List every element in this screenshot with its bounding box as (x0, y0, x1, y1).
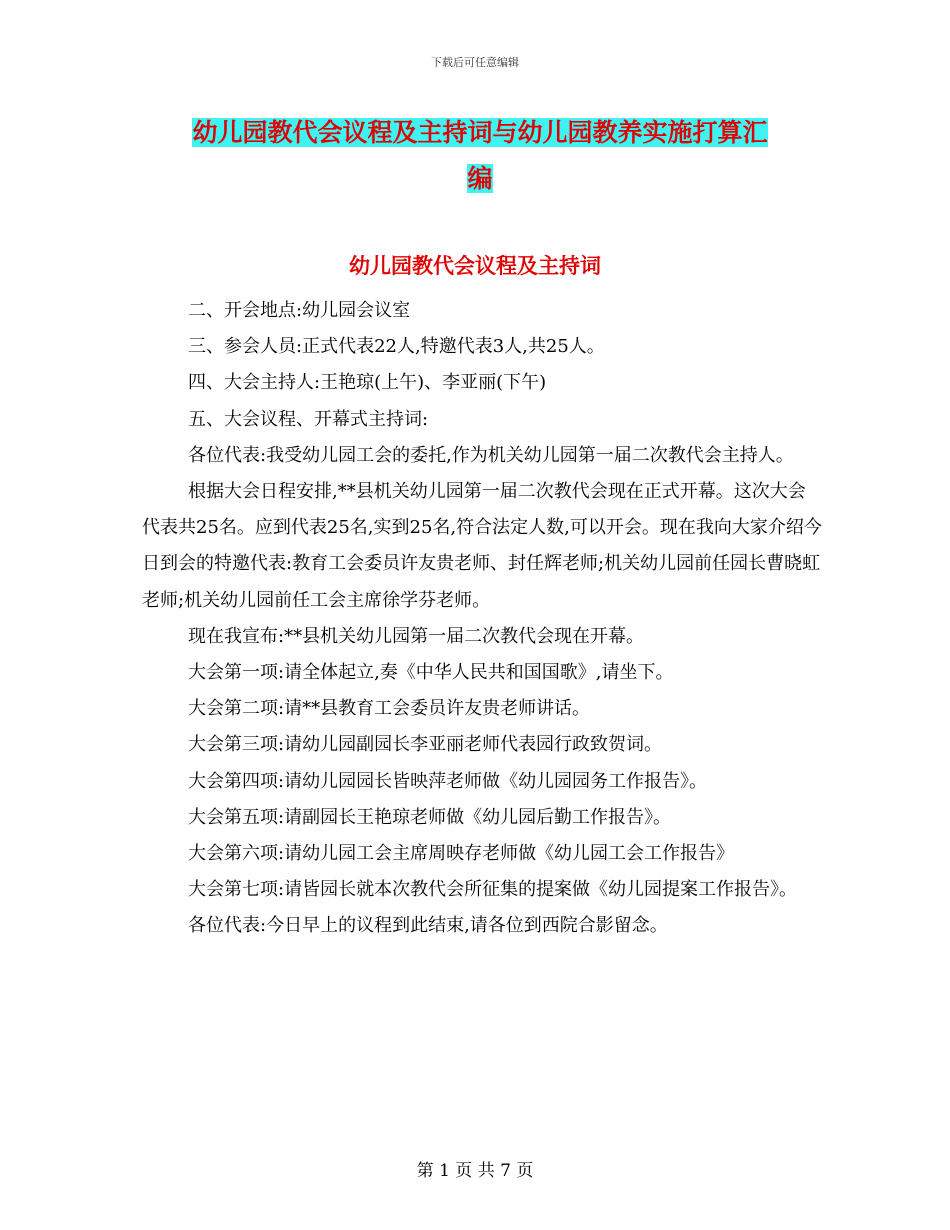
paragraph-opening: 根据大会日程安排,**县机关幼儿园第一届二次教代会现在正式开幕。这次大会代表共25名。应到代表25名,实到25名,符合法定人数,可以开会。现在我向大家介绍今日到会的特邀代表:教育工会委员许友贵老师、封任辉老师;机关幼儿园前任园长曹晓虹老师;机关幼儿园前任工会主席徐学芬老师。 (142, 481, 822, 611)
paragraph-venue: 二、开会地点:幼儿园会议室 (188, 300, 411, 321)
paragraph-item-7: 大会第七项:请皆园长就本次教代会所征集的提案做《幼儿园提案工作报告》。 (188, 879, 798, 901)
paragraph-announcement: 现在我宣布:**县机关幼儿园第一届二次教代会现在开幕。 (188, 625, 645, 647)
document-title (140, 110, 820, 202)
paragraph-closing: 各位代表:今日早上的议程到此结束,请各位到西院合影留念。 (188, 915, 668, 937)
paragraph-item-5: 大会第五项:请副园长王艳琼老师做《幼儿园后勤工作报告》。 (188, 806, 672, 828)
paragraph-agenda-heading: 五、大会议程、开幕式主持词: (188, 408, 429, 430)
document-body (142, 293, 822, 945)
paragraph-host: 四、大会主持人:王艳琼(上午)、李亚丽(下午) (188, 372, 547, 394)
page-footer: 第 1 页 共 7 页 (416, 1161, 534, 1181)
paragraph-item-2: 大会第二项:请**县教育工会委员许友贵老师讲话。 (188, 698, 591, 720)
document-title-line2: 编 (467, 164, 493, 193)
section-title: 幼儿园教代会议程及主持词 (349, 254, 601, 278)
paragraph-item-3: 大会第三项:请幼儿园副园长李亚丽老师代表园行政致贺词。 (188, 734, 663, 756)
paragraph-greeting: 各位代表:我受幼儿园工会的委托,作为机关幼儿园第一届二次教代会主持人。 (188, 444, 794, 466)
paragraph-attendees: 三、参会人员:正式代表22人,特邀代表3人,共25人。 (188, 336, 605, 358)
paragraph-item-4: 大会第四项:请幼儿园园长皆映萍老师做《幼儿园园务工作报告》。 (188, 770, 708, 792)
paragraph-item-1: 大会第一项:请全体起立,奏《中华人民共和国国歌》,请坐下。 (188, 662, 674, 684)
header-note: 下载后可任意编辑 (431, 56, 519, 69)
paragraph-item-6: 大会第六项:请幼儿园工会主席周映存老师做《幼儿园工会工作报告》 (188, 843, 735, 865)
document-title-line1: 幼儿园教代会议程及主持词与幼儿园教养实施打算汇 (192, 118, 768, 147)
